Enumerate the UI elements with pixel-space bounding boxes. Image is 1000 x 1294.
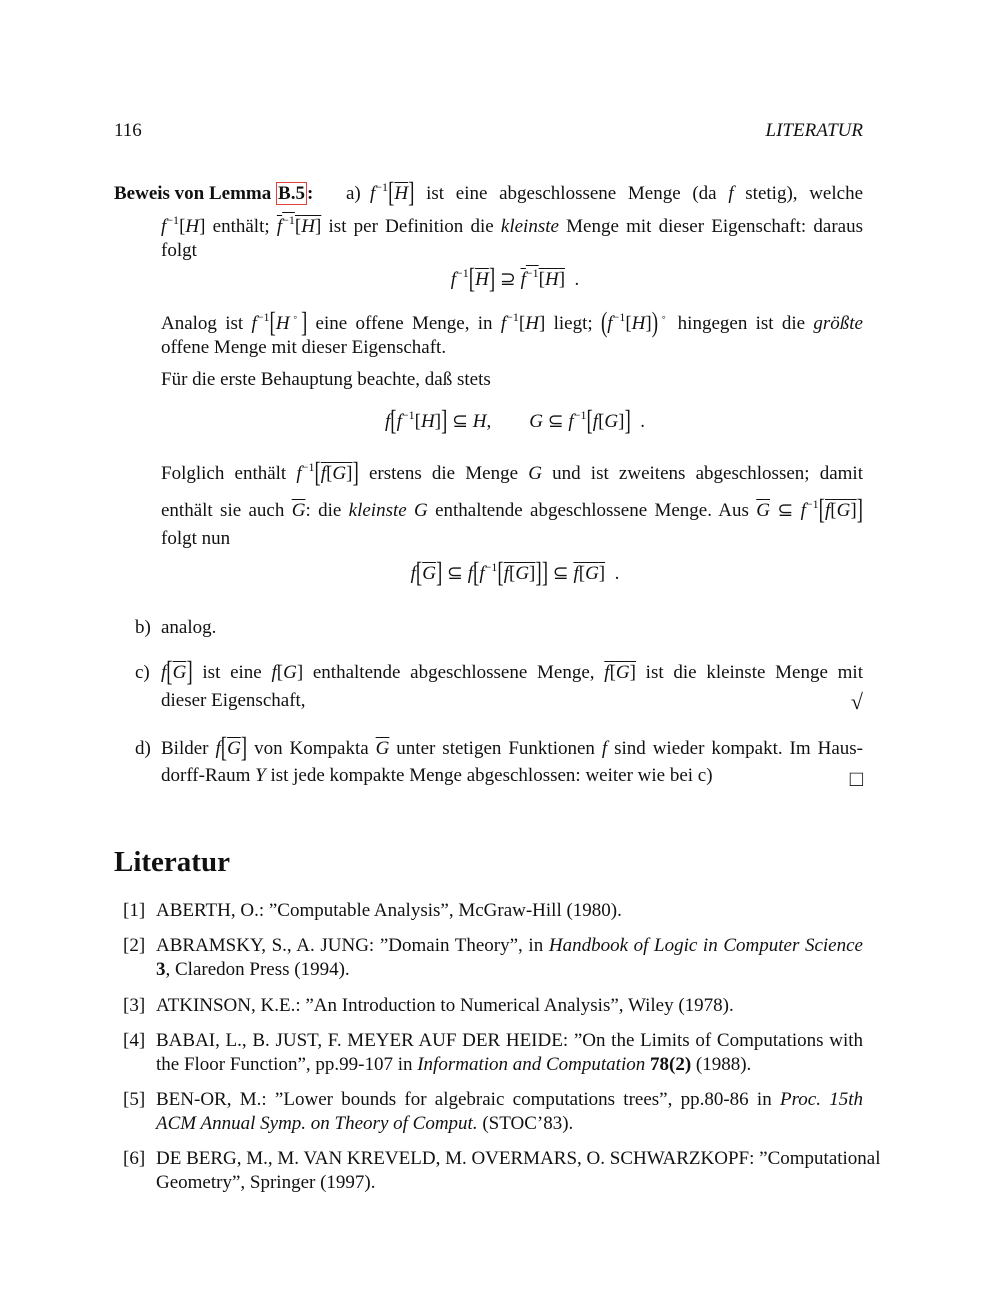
lemma-reference-link[interactable]: B.5 bbox=[278, 183, 305, 204]
reference-text: : ”Lower bounds for algebraic computations trees”, pp.80-86 in bbox=[261, 1089, 780, 1110]
reference-volume: 78(2) bbox=[650, 1054, 692, 1075]
reference-text: (1988). bbox=[691, 1054, 752, 1075]
proof-text: enthält sie auch $\overline{G}$: die kleinste G enthaltende abgeschlossene Menge. Aus $\overline{G}$ ⊆ $f^{-1}[f[G]]$ bbox=[161, 494, 863, 526]
reference-venue: Handbook of Logic in Computer Science bbox=[548, 935, 863, 956]
reference-number: [5] bbox=[123, 1089, 146, 1110]
proof-text: dorff-Raum Y ist jede kompakte Menge abgeschlossen: weiter wie bei c) bbox=[161, 765, 713, 786]
reference-number: [6] bbox=[123, 1148, 146, 1169]
reference-volume: 3 bbox=[156, 959, 166, 980]
reference-entry bbox=[156, 1029, 863, 1053]
running-title: LITERATUR bbox=[765, 120, 863, 141]
item-d-label: d) bbox=[135, 738, 151, 759]
reference-entry-cont bbox=[156, 1171, 376, 1195]
proof-text: Für die erste Behauptung beachte, daß stets bbox=[161, 369, 491, 390]
page-number: 116 bbox=[114, 120, 142, 141]
reference-entry bbox=[156, 899, 622, 923]
proof-lead: Beweis von Lemma bbox=[114, 183, 272, 204]
bibliography-heading: Literatur bbox=[114, 846, 230, 878]
proof-text: Bilder $f[\overline{G}]$ von Kompakta $\overline{G}$ unter stetigen Funktionen f sind wieder kompakt. Im Haus- bbox=[161, 732, 863, 764]
proof-text: $f^{-1}[H]$ enthält; $f^{-1}[H]$ ist per Definition die kleinste Menge mit dieser Eigenschaft: daraus bbox=[161, 212, 863, 237]
reference-authors: ABERTH, O. bbox=[156, 900, 259, 921]
reference-text: (STOC’83). bbox=[477, 1113, 574, 1134]
reference-authors: DE BERG, M., M. VAN KREVELD, M. OVERMARS, O. SCHWARZKOPF bbox=[156, 1148, 750, 1169]
reference-number: [1] bbox=[123, 900, 146, 921]
reference-entry-cont bbox=[156, 1053, 751, 1077]
reference-entry bbox=[156, 1088, 863, 1112]
reference-venue: Proc. 15th bbox=[779, 1089, 864, 1110]
reference-venue: ACM Annual Symp. on Theory of Comput. bbox=[156, 1113, 478, 1134]
proof-line-1 bbox=[114, 177, 864, 209]
proof-text: dieser Eigenschaft, bbox=[161, 690, 306, 711]
reference-authors: BEN-OR, M. bbox=[156, 1089, 262, 1110]
reference-text: : ”Domain Theory”, in bbox=[368, 935, 549, 956]
proof-text: Folglich enthält $f^{-1}[f[G]]$ erstens die Menge G und ist zweitens abgeschlossen; damit bbox=[161, 457, 863, 489]
reference-entry-cont bbox=[156, 958, 350, 982]
reference-text: , Claredon Press (1994). bbox=[165, 959, 350, 980]
reference-number: [3] bbox=[123, 995, 146, 1016]
reference-text: the Floor Function”, pp.99-107 in bbox=[156, 1054, 418, 1075]
equation: $f[\overline{G}]$ ⊆ $f[f^{-1}[f[G]]]$ ⊆ f[G] . bbox=[410, 557, 620, 589]
proof-text: folgt nun bbox=[161, 528, 231, 549]
reference-text: : ”Computable Analysis”, McGraw-Hill (1980). bbox=[258, 900, 622, 921]
qed-box-icon: □ bbox=[849, 766, 863, 791]
proof-text: Analog ist $f^{-1}[H^◦]$ eine offene Menge, in $f^{-1}[H]$ liegt; $(f^{-1}[H])^◦$ hingegen ist die größte bbox=[161, 307, 863, 339]
reference-text: : ”Computational bbox=[749, 1148, 881, 1169]
item-a-label: a) bbox=[346, 183, 361, 204]
reference-entry bbox=[156, 934, 863, 958]
equation: $f^{-1}[\overline{H}]$ ⊇ $f^{-1}[H]$ . bbox=[450, 263, 580, 295]
proof-text: folgt bbox=[161, 240, 197, 261]
item-c-label: c) bbox=[135, 662, 150, 683]
proof-text: $f^{-1}[\overline{H}]$ ist eine abgeschlossene Menge (da f stetig), welche bbox=[370, 177, 864, 209]
reference-authors: ABRAMSKY, S., A. JUNG bbox=[156, 935, 369, 956]
reference-authors: ATKINSON, K.E. bbox=[156, 995, 296, 1016]
item-b-label: b) bbox=[135, 617, 151, 638]
reference-entry bbox=[156, 1147, 881, 1171]
reference-entry bbox=[156, 994, 734, 1018]
proof-lead-colon: : bbox=[306, 183, 314, 204]
proof-text: offene Menge mit dieser Eigenschaft. bbox=[161, 337, 447, 358]
reference-number: [4] bbox=[123, 1030, 146, 1051]
reference-text: : ”An Introduction to Numerical Analysis”, Wiley (1978). bbox=[295, 995, 734, 1016]
proof-text: $f[\overline{G}]$ ist eine f[G] enthaltende abgeschlossene Menge, f[G] ist die kleinste Menge mit bbox=[161, 656, 863, 688]
reference-authors: BABAI, L., B. JUST, F. MEYER AUF DER HEIDE bbox=[156, 1030, 563, 1051]
reference-text: : ”On the Limits of Computations with bbox=[562, 1030, 864, 1051]
reference-number: [2] bbox=[123, 935, 146, 956]
equation: $f[f^{-1}[H]]$ ⊆ H, G ⊆ $f^{-1}[f[G]]$ . bbox=[384, 405, 646, 437]
item-b-text: analog. bbox=[161, 617, 217, 638]
reference-entry-cont bbox=[156, 1112, 573, 1136]
reference-text: Geometry”, Springer (1997). bbox=[156, 1172, 376, 1193]
checkmark-icon: √ bbox=[850, 689, 863, 714]
reference-venue: Information and Computation bbox=[417, 1054, 646, 1075]
